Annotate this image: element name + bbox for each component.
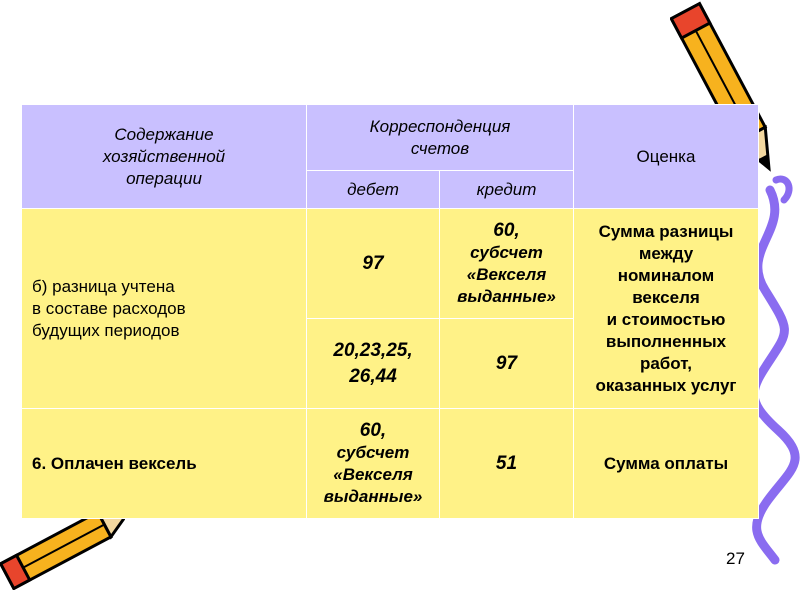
row-debit-line: выданные» [323,486,423,506]
row-content-line: будущих периодов [32,320,180,340]
row-debit [307,409,440,519]
row-evaluation-line: работ, [639,353,693,373]
row-evaluation-line: векселя [632,287,700,307]
header-correspondence [307,105,574,171]
row-credit-line: 60, [493,219,520,241]
header-debit: дебет [307,171,440,209]
row-content-line: в составе расходов [32,298,186,318]
row-evaluation-line: оказанных услуг [595,375,737,395]
row-evaluation [574,209,759,409]
row-debit [307,319,440,409]
row-credit-line: субсчет [470,242,543,262]
accounting-table [21,104,759,519]
row-evaluation: Сумма оплаты [574,409,759,519]
header-correspondence-line: Корреспонденция [369,116,511,136]
row-content-line: б) разница учтена [32,276,175,296]
row-debit: 97 [307,209,440,319]
header-content-line: Содержание [114,124,214,144]
row-evaluation-line: Сумма разницы [598,221,734,241]
header-credit: кредит [440,171,574,209]
header-evaluation: Оценка [574,105,759,209]
header-content-line: операции [126,168,202,188]
row-content [22,209,307,409]
row-credit [440,209,574,319]
row-evaluation-line: номиналом [617,265,715,285]
header-content-line: хозяйственной [102,146,226,166]
row-evaluation-line: и стоимостью [606,309,726,329]
row-content: 6. Оплачен вексель [22,409,307,519]
header-content [22,105,307,209]
page-number: 27 [726,549,745,568]
row-credit-line: «Векселя [466,264,547,284]
header-correspondence-line: счетов [410,138,470,158]
row-evaluation-line: выполненных [605,331,727,351]
row-debit-line: «Векселя [333,464,413,484]
row-debit-line: 26,44 [349,365,397,387]
row-credit-line: выданные» [457,286,556,306]
row-debit-line: 60, [359,419,387,441]
row-debit-line: субсчет [336,442,410,462]
row-credit: 51 [440,409,574,519]
row-debit-line: 20,23,25, [333,339,413,361]
row-credit: 97 [440,319,574,409]
row-evaluation-line: между [638,243,694,263]
